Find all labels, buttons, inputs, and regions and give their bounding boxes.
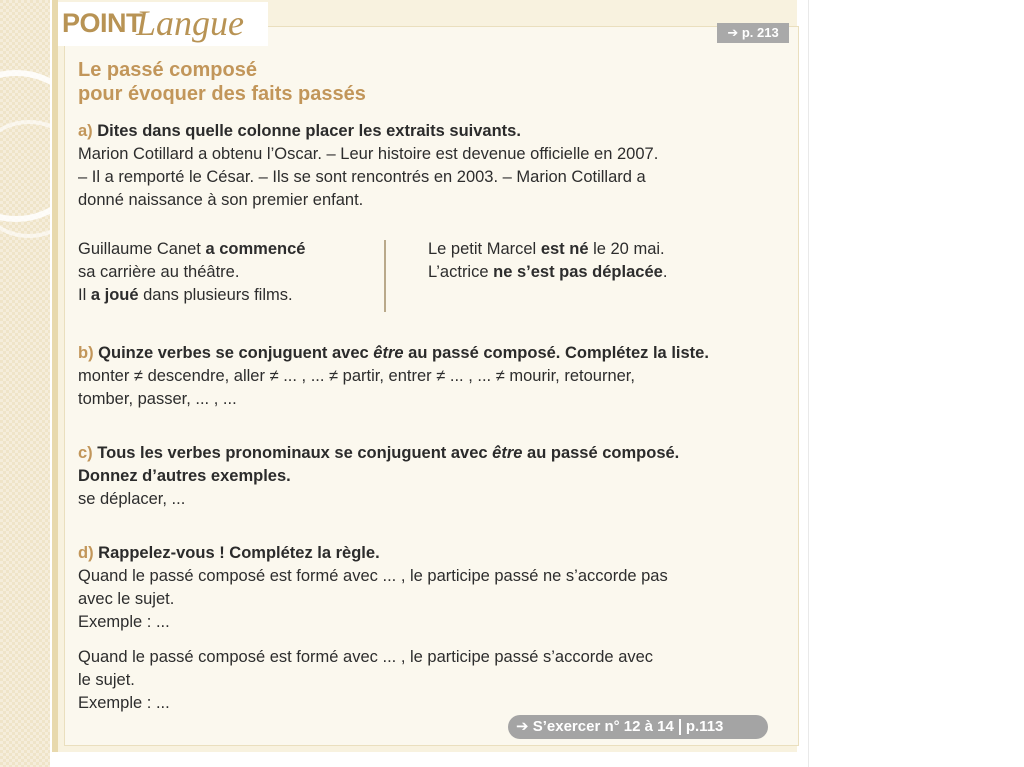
text-fragment: . [662,263,668,281]
section-c-question-line-2: Donnez d’autres exemples. [78,467,291,485]
left-column-line-3 [78,284,305,307]
right-column [428,238,667,284]
section-a-line-3: donné naissance à son premier enfant. [78,191,364,209]
italic-word: être [492,444,523,462]
right-column-line-2 [428,261,667,284]
section-b-question [78,342,768,365]
text-fragment: au passé composé. [522,444,680,462]
verb-highlight: a commencé [205,240,306,258]
italic-word: être [373,344,404,362]
section-b-line-2: tomber, passer, ... , ... [78,390,237,408]
left-column-line-1 [78,238,305,261]
example-1: Exemple : ... [78,613,170,631]
page-reference-badge: ➔ p. 213 [717,23,789,43]
right-column-line-1 [428,238,667,261]
text-fragment: L’actrice [428,263,494,281]
section-a [78,120,768,212]
section-c-letter: c) [78,444,93,462]
section-a-question-text: Dites dans quelle colonne placer les extraits suivants. [97,122,521,140]
text-fragment: Tous les verbes pronominaux se conjuguent avec [97,444,493,462]
verb-highlight: est né [540,240,589,258]
text-fragment: au passé composé. Complétez la liste. [403,344,709,362]
text-fragment: dans plusieurs films. [138,286,293,304]
section-d-question [78,542,768,565]
section-b-question-text [98,344,709,362]
example-2: Exemple : ... [78,694,170,712]
verb-highlight: a joué [90,286,139,304]
langue-label: Langue [136,3,244,43]
exercise-label: ➔ S’exercer n° 12 à 14 [516,718,674,735]
section-b-line-1: monter ≠ descendre, aller ≠ ... , ... ≠ partir, entrer ≠ ... , ... ≠ mourir, retourner, [78,367,635,385]
text-fragment: Quinze verbes se conjuguent avec [98,344,374,362]
section-a-letter: a) [78,122,93,140]
text-fragment: Le petit Marcel [428,240,541,258]
left-decorative-strip [0,0,50,767]
section-d-letter: d) [78,544,94,562]
section-d-question-text: Rappelez-vous ! Complétez la règle. [98,544,380,562]
rule-2-line-2: le sujet. [78,671,135,689]
rule-1-line-1: Quand le passé composé est formé avec ... , le participe passé ne s’accorde pas [78,567,668,585]
title-line-2: pour évoquer des faits passés [78,83,366,105]
section-c-answer: se déplacer, ... [78,490,186,508]
section-b-letter: b) [78,344,94,362]
lesson-title [78,58,578,106]
point-label: POINT [62,8,143,38]
section-a-line-2: – Il a remporté le César. – Ils se sont rencontrés en 2003. – Marion Cotillard a [78,168,646,186]
text-fragment: le 20 mai. [588,240,665,258]
title-line-1: Le passé composé [78,59,257,81]
page-header [58,2,268,46]
section-b [78,342,768,411]
exercise-reference-pill [508,715,768,739]
section-a-line-1: Marion Cotillard a obtenu l’Oscar. – Leur histoire est devenue officielle en 2007. [78,145,659,163]
text-fragment: Il [78,286,91,304]
verb-highlight: ne s’est pas déplacée [493,263,663,281]
rule-1-line-2: avec le sujet. [78,590,175,608]
pill-separator [679,719,681,735]
section-a-question [78,120,768,143]
section-d [78,542,768,715]
section-c [78,442,768,511]
text-fragment: Guillaume Canet [78,240,206,258]
left-column-line-2: sa carrière au théâtre. [78,263,240,281]
exercise-page: p.113 [685,718,724,735]
right-divider-line [808,0,809,767]
section-c-question-text [97,444,679,462]
rule-2-line-1: Quand le passé composé est formé avec ... , le participe passé s’accorde avec [78,648,654,666]
column-divider [384,240,386,312]
section-c-question [78,442,768,465]
left-column [78,238,305,307]
